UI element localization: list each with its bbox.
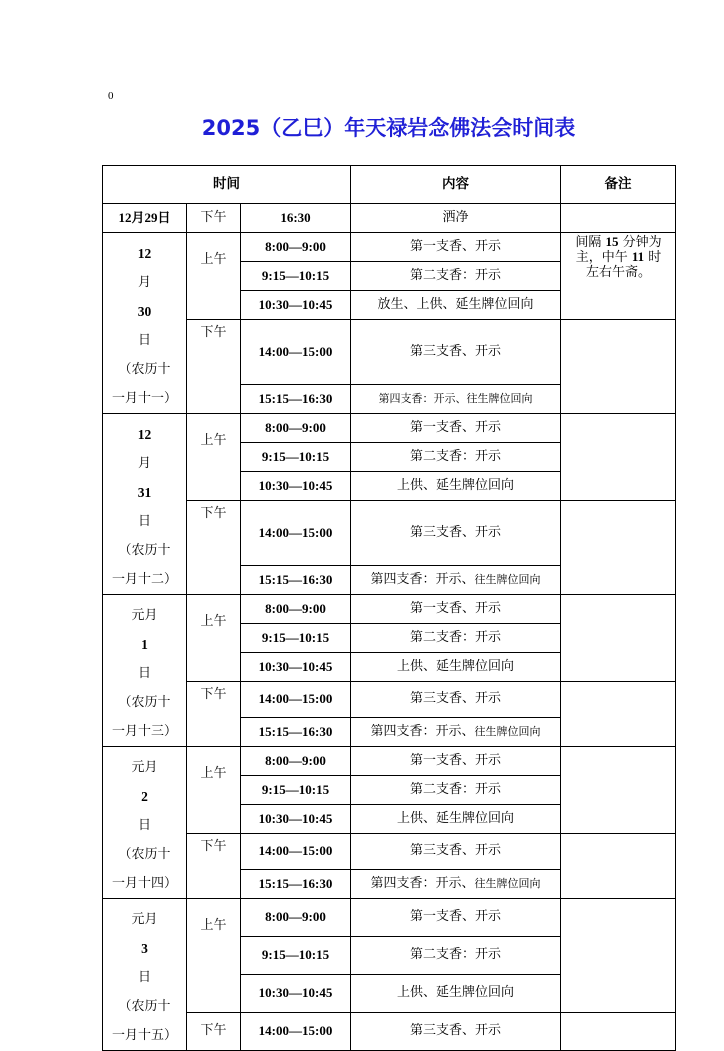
date-cell: 元月 3 日 （农历十 一月十五） bbox=[103, 899, 187, 1051]
time-cell: 8:00—9:00 bbox=[241, 747, 351, 776]
table-row bbox=[103, 233, 676, 262]
period-cell-am: 上午 bbox=[187, 414, 241, 501]
period-cell-pm: 下午 bbox=[187, 320, 241, 414]
content-cell: 第一支香、开示 bbox=[351, 595, 561, 624]
note-cell-empty bbox=[561, 682, 676, 747]
note-cell-empty bbox=[561, 834, 676, 899]
time-cell: 10:30—10:45 bbox=[241, 805, 351, 834]
content-cell: 第一支香、开示 bbox=[351, 414, 561, 443]
table-row bbox=[103, 834, 676, 870]
table-header-row bbox=[103, 166, 676, 204]
period-cell-pm: 下午 bbox=[187, 682, 241, 747]
date-cell: 元月 2 日 （农历十 一月十四） bbox=[103, 747, 187, 899]
time-cell: 9:15—10:15 bbox=[241, 776, 351, 805]
time-cell: 16:30 bbox=[241, 204, 351, 233]
note-cell-empty bbox=[561, 414, 676, 501]
period-cell-pm: 下午 bbox=[187, 1013, 241, 1051]
content-cell: 放生、上供、延生牌位回向 bbox=[351, 291, 561, 320]
note-cell: 间隔 15 分钟为 主，中午 11 时 左右午斋。 bbox=[561, 233, 676, 320]
time-cell: 8:00—9:00 bbox=[241, 595, 351, 624]
period-cell-am: 上午 bbox=[187, 595, 241, 682]
date-cell: 12 月 31 日 （农历十 一月十二） bbox=[103, 414, 187, 595]
time-cell: 8:00—9:00 bbox=[241, 899, 351, 937]
time-cell: 15:15—16:30 bbox=[241, 385, 351, 414]
time-cell: 9:15—10:15 bbox=[241, 262, 351, 291]
date-cell: 12月29日 bbox=[103, 204, 187, 233]
page-title: 2025（乙巳）年天禄岩念佛法会时间表 bbox=[201, 116, 576, 140]
table-row bbox=[103, 320, 676, 385]
date-cell: 12 月 30 日 （农历十 一月十一） bbox=[103, 233, 187, 414]
time-cell: 9:15—10:15 bbox=[241, 443, 351, 472]
time-cell: 8:00—9:00 bbox=[241, 233, 351, 262]
period-cell-am: 上午 bbox=[187, 747, 241, 834]
content-cell: 第一支香、开示 bbox=[351, 899, 561, 937]
note-cell-empty bbox=[561, 204, 676, 233]
content-cell: 洒净 bbox=[351, 204, 561, 233]
period-cell-am: 上午 bbox=[187, 899, 241, 1013]
time-cell: 14:00—15:00 bbox=[241, 1013, 351, 1051]
table-row bbox=[103, 501, 676, 566]
schedule-table bbox=[102, 165, 676, 1051]
table-row bbox=[103, 682, 676, 718]
time-cell: 9:15—10:15 bbox=[241, 624, 351, 653]
page-marker: 0 bbox=[108, 90, 114, 102]
table-row bbox=[103, 204, 676, 233]
content-cell: 第二支香：开示 bbox=[351, 443, 561, 472]
content-cell: 第二支香：开示 bbox=[351, 776, 561, 805]
time-cell: 9:15—10:15 bbox=[241, 937, 351, 975]
time-cell: 14:00—15:00 bbox=[241, 682, 351, 718]
time-cell: 10:30—10:45 bbox=[241, 975, 351, 1013]
time-cell: 14:00—15:00 bbox=[241, 320, 351, 385]
period-cell-pm: 下午 bbox=[187, 501, 241, 595]
header-time: 时间 bbox=[103, 166, 351, 204]
content-cell: 第四支香：开示、往生牌位回向 bbox=[351, 870, 561, 899]
time-cell: 10:30—10:45 bbox=[241, 291, 351, 320]
table-row bbox=[103, 1013, 676, 1051]
content-cell: 上供、延生牌位回向 bbox=[351, 805, 561, 834]
table-row bbox=[103, 595, 676, 624]
note-cell-empty bbox=[561, 899, 676, 1013]
period-cell-pm: 下午 bbox=[187, 834, 241, 899]
content-cell: 上供、延生牌位回向 bbox=[351, 975, 561, 1013]
time-cell: 8:00—9:00 bbox=[241, 414, 351, 443]
time-cell: 10:30—10:45 bbox=[241, 653, 351, 682]
content-cell: 第四支香：开示、往生牌位回向 bbox=[351, 566, 561, 595]
table-row bbox=[103, 414, 676, 443]
content-cell: 第一支香、开示 bbox=[351, 233, 561, 262]
note-cell-empty bbox=[561, 501, 676, 595]
note-cell-empty bbox=[561, 595, 676, 682]
note-cell-empty bbox=[561, 747, 676, 834]
content-cell: 上供、延生牌位回向 bbox=[351, 472, 561, 501]
note-cell-empty bbox=[561, 320, 676, 414]
content-cell: 第二支香：开示 bbox=[351, 937, 561, 975]
header-content: 内容 bbox=[351, 166, 561, 204]
time-cell: 14:00—15:00 bbox=[241, 834, 351, 870]
time-cell: 15:15—16:30 bbox=[241, 870, 351, 899]
date-cell: 元月 1 日 （农历十 一月十三） bbox=[103, 595, 187, 747]
content-cell: 上供、延生牌位回向 bbox=[351, 653, 561, 682]
content-cell: 第三支香、开示 bbox=[351, 320, 561, 385]
note-cell-empty bbox=[561, 1013, 676, 1051]
content-cell: 第四支香：开示、往生牌位回向 bbox=[351, 718, 561, 747]
table-row bbox=[103, 899, 676, 937]
content-cell: 第四支香：开示、往生牌位回向 bbox=[351, 385, 561, 414]
content-cell: 第三支香、开示 bbox=[351, 1013, 561, 1051]
header-note: 备注 bbox=[561, 166, 676, 204]
time-cell: 15:15—16:30 bbox=[241, 718, 351, 747]
time-cell: 15:15—16:30 bbox=[241, 566, 351, 595]
period-cell: 下午 bbox=[187, 204, 241, 233]
content-cell: 第三支香、开示 bbox=[351, 834, 561, 870]
time-cell: 10:30—10:45 bbox=[241, 472, 351, 501]
content-cell: 第三支香、开示 bbox=[351, 501, 561, 566]
content-cell: 第二支香：开示 bbox=[351, 262, 561, 291]
content-cell: 第三支香、开示 bbox=[351, 682, 561, 718]
content-cell: 第二支香：开示 bbox=[351, 624, 561, 653]
time-cell: 14:00—15:00 bbox=[241, 501, 351, 566]
period-cell-am: 上午 bbox=[187, 233, 241, 320]
table-row bbox=[103, 747, 676, 776]
content-cell: 第一支香、开示 bbox=[351, 747, 561, 776]
